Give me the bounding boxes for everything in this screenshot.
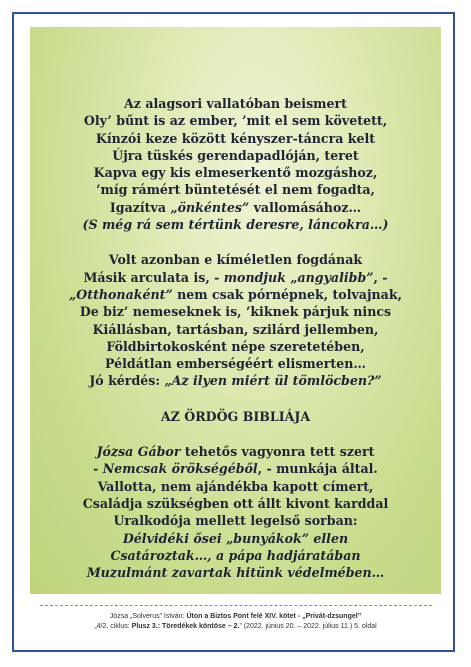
- text-run: ” (2022. június 20. – 2022. július 11.) 5. oldal: [239, 623, 377, 630]
- poem-line: [30, 338, 441, 355]
- stanza-3: [30, 443, 441, 581]
- text-run: Muzulmánt zavartak hitünk védelmében…: [86, 565, 385, 581]
- text-run: vallomásához…: [249, 199, 362, 215]
- text-run: Volt azonban e kíméletlen fogdának: [108, 252, 363, 268]
- section-title: AZ ÖRDÖG BIBLIÁJA: [160, 408, 311, 424]
- text-run: „Otthonaként”: [69, 286, 173, 302]
- poem-line: [30, 512, 441, 529]
- poem-line: [30, 130, 441, 147]
- poem-line: [30, 147, 441, 164]
- text-run: Csatároztak…, a pápa hadjáratában: [110, 547, 361, 563]
- text-run: , - munkája által.: [257, 461, 378, 477]
- footer-divider: [40, 605, 432, 606]
- poem-line: [30, 181, 441, 198]
- text-run: De biz’ nemeseknek is, ’kiknek párjuk nincs: [79, 304, 392, 320]
- footer-line-2: [30, 622, 441, 632]
- text-run: ’míg rámért büntetését el nem fogadta,: [96, 182, 375, 198]
- text-run: Az alagsori vallatóban beismert: [124, 96, 347, 111]
- text-run: Úton a Biztos Pont felé XIV. kötet - „Privát-dzsungel”: [186, 613, 362, 620]
- text-run: Oly’ bűnt is az ember, ’mit el sem követett,: [83, 113, 388, 129]
- poem-body: [30, 95, 441, 581]
- poem-line: [30, 355, 441, 372]
- text-run: Családja szükségben ott állt kivont karddal: [82, 495, 389, 511]
- text-run: tehetős vagyonra tett szert: [180, 444, 375, 460]
- footer-line-1: [30, 612, 441, 622]
- poem-line: [30, 547, 441, 564]
- stanza-2: [30, 251, 441, 389]
- text-run: Igazítva: [109, 199, 171, 215]
- text-run: Jó kérdés:: [89, 373, 165, 389]
- text-run: „Az ilyen miért ül tömlöcben?”: [164, 373, 382, 389]
- poem-line: [30, 95, 441, 112]
- text-run: Vallotta, nem ajándékba kapott címert,: [97, 478, 374, 494]
- text-run: Kínzói keze között kényszer-táncra kelt: [95, 130, 376, 146]
- poem-line: [30, 564, 441, 581]
- text-run: - Nemcsak örökségéből: [93, 461, 258, 477]
- poem-line: [30, 216, 441, 233]
- text-run: Kiállásban, tartásban, szilárd jellemben,: [92, 321, 379, 337]
- text-run: (S még rá sem tértünk deresre, láncokra…): [82, 217, 389, 233]
- poem-line: [30, 443, 441, 460]
- poem-line: [30, 372, 441, 389]
- text-run: nem csak pórnépnek, tolvajnak,: [172, 286, 402, 302]
- text-run: „önkéntes”: [170, 199, 250, 215]
- text-run: Példátlan emberségéért elismerten…: [105, 356, 366, 372]
- poem-line: [30, 303, 441, 320]
- text-run: „4/2. ciklus:: [94, 623, 132, 630]
- stanza-1: [30, 95, 441, 233]
- poem-line: [30, 164, 441, 181]
- text-run: Délvidéki ősei „bunyákok” ellen: [122, 530, 349, 546]
- text-run: Józsa Gábor: [96, 444, 181, 460]
- text-run: Újra tüskés gerendapadlóján, teret: [112, 147, 359, 163]
- poem-line: [30, 286, 441, 303]
- text-run: Józsa „Solverus” István:: [109, 613, 187, 620]
- text-run: Másik arculata is, -: [83, 269, 224, 285]
- poem-line: [30, 460, 441, 477]
- poem-line: [30, 321, 441, 338]
- text-run: mondjuk „angyalibb”: [223, 269, 374, 285]
- text-run: Uralkodója mellett legelső sorban:: [113, 513, 358, 529]
- poem-line: [30, 112, 441, 129]
- text-run: Plusz 3.: Töredékek köntöse – 2.: [131, 623, 240, 630]
- poem-line: [30, 269, 441, 286]
- poem-line: [30, 495, 441, 512]
- text-run: , -: [373, 269, 388, 285]
- text-run: Földbirtokosként népe szeretetében,: [106, 338, 365, 354]
- poem-line: [30, 478, 441, 495]
- text-run: Kapva egy kis elmeserkentő mozgáshoz,: [93, 165, 378, 181]
- poem-line: [30, 199, 441, 216]
- page-footer: [30, 612, 441, 632]
- poem-line: [30, 251, 441, 268]
- poem-line: [30, 530, 441, 547]
